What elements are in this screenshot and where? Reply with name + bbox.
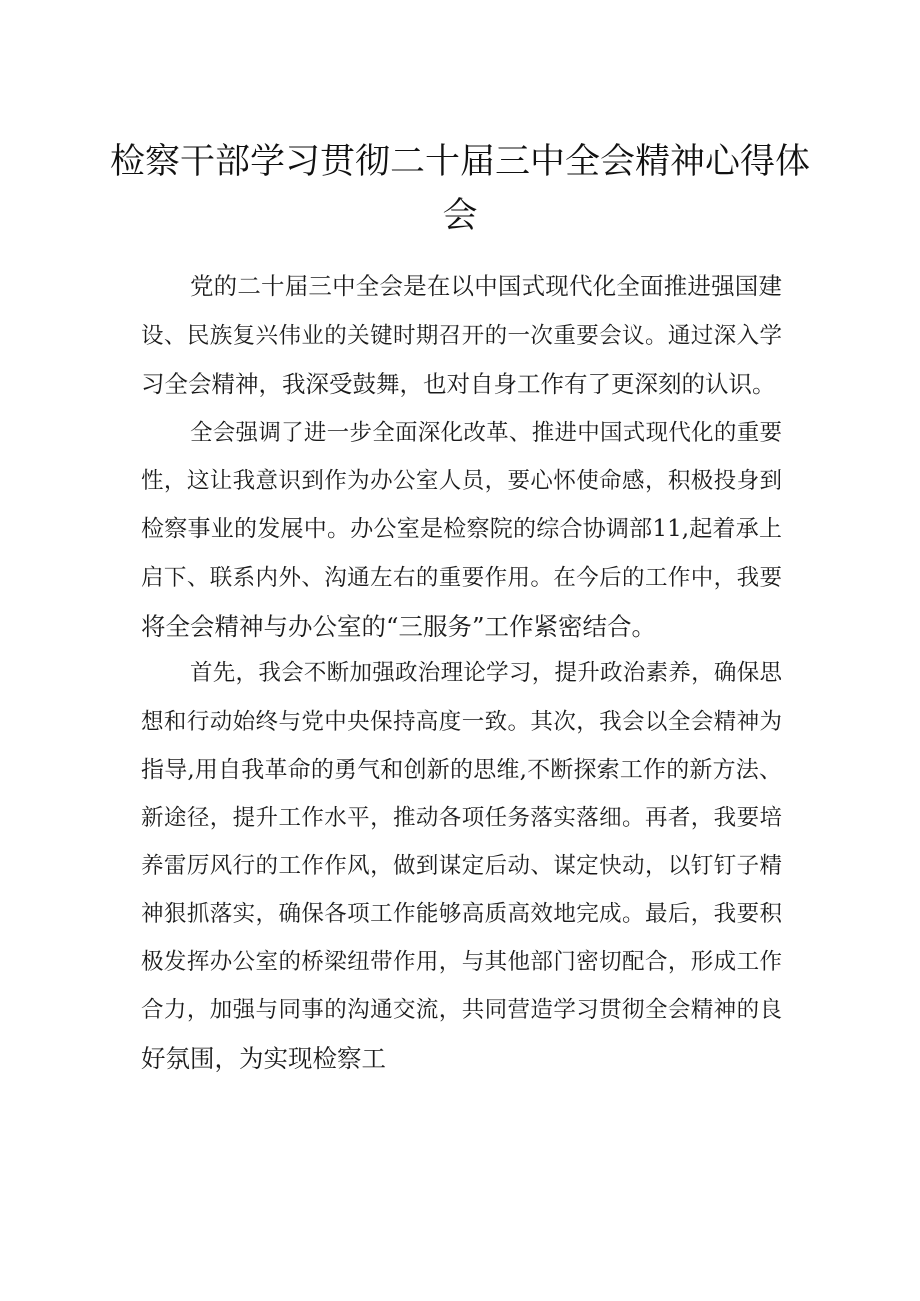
- paragraph-3-line-4: 新途径，提升工作水平，推动各项任务落实落细。再者，我要培: [141, 805, 782, 831]
- paragraph-3-line-8: 合力，加强与同事的沟通交流，共同营造学习贯彻全会精神的良: [141, 997, 782, 1023]
- paragraph-3-line-9: 好氛围，为实现检察工: [141, 1044, 386, 1073]
- paragraph-1-line-1: 党的二十届三中全会是在以中国式现代化全面推进强国建: [190, 272, 782, 300]
- paragraph-3-line-6: 神狠抓落实，确保各项工作能够高质高效地完成。最后，我要积: [141, 901, 782, 927]
- paragraph-2-line-4: 启下、联系内外、沟通左右的重要作用。在今后的工作中，我要: [141, 565, 782, 591]
- paragraph-3-line-1: 首先，我会不断加强政治理论学习，提升政治素养，确保思: [190, 660, 782, 686]
- document-title-line-2: 会: [442, 196, 478, 236]
- paragraph-3-line-5: 养雷厉风行的工作作风，做到谋定后动、谋定快动，以钉钉子精: [141, 853, 782, 879]
- paragraph-1-line-3: 习全会精神，我深受鼓舞，也对自身工作有了更深刻的认识。: [141, 370, 776, 398]
- paragraph-3-line-2: 想和行动始终与党中央保持高度一致。其次，我会以全会精神为: [141, 709, 782, 735]
- paragraph-2-line-5: 将全会精神与办公室的“三服务”工作紧密结合。: [141, 612, 657, 641]
- paragraph-3-line-7: 极发挥办公室的桥梁纽带作用，与其他部门密切配合，形成工作: [141, 949, 782, 975]
- paragraph-2-line-1: 全会强调了进一步全面深化改革、推进中国式现代化的重要: [190, 420, 782, 446]
- paragraph-1-line-2: 设、民族复兴伟业的关键时期召开的一次重要会议。通过深入学: [141, 323, 782, 349]
- document-title-line-1: 检察干部学习贯彻二十届三中全会精神心得体: [109, 142, 810, 182]
- paragraph-2-line-2: 性，这让我意识到作为办公室人员，要心怀使命感，积极投身到: [141, 468, 782, 494]
- paragraph-3-line-3: 指导,用自我革命的勇气和创新的思维,不断探索工作的新方法、: [141, 757, 782, 783]
- paragraph-2-line-3: 检察事业的发展中。办公室是检察院的综合协调部11,起着承上: [141, 516, 782, 542]
